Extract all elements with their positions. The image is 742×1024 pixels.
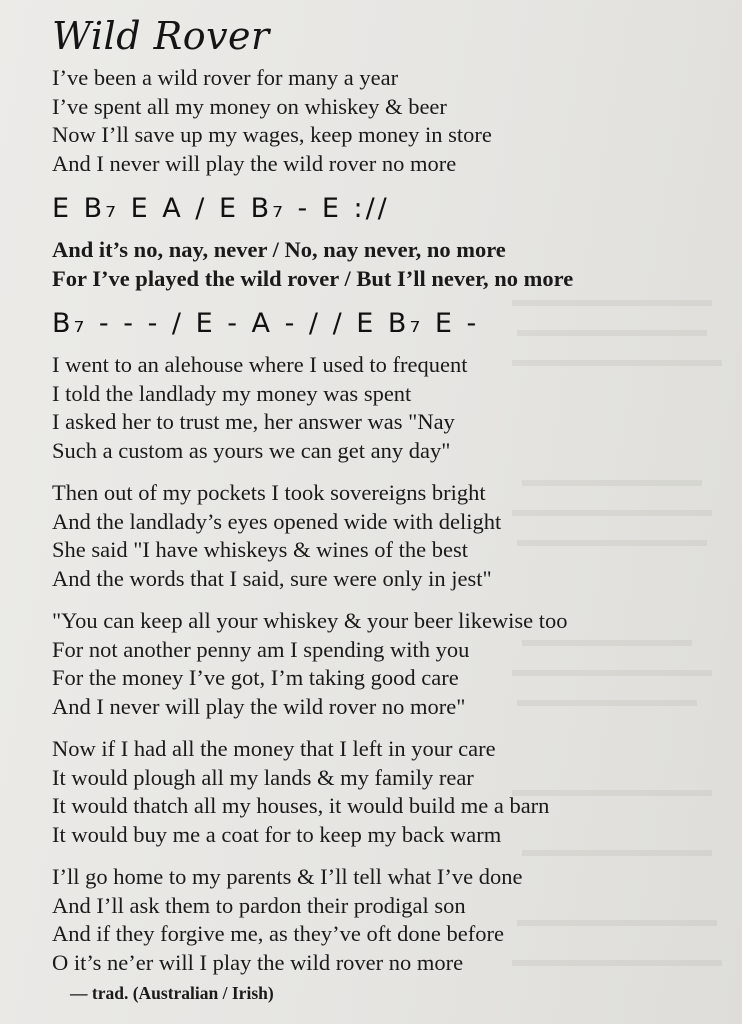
verse-line: I went to an alehouse where I used to frequent [52,352,468,377]
verse-2 [52,351,722,465]
verse-line: I’ve spent all my money on whiskey & beer [52,93,447,119]
verse-6 [52,863,722,977]
chorus-line: And it’s no, nay, never / No, nay never, no more [52,237,506,262]
chorus-line: For I’ve played the wild rover / But I’ll never, no more [52,265,574,291]
verse-line: For not another penny am I spending with you [52,636,470,662]
verse-4 [52,607,722,721]
verse-line: O it’s ne’er will I play the wild rover no more [52,949,464,975]
chorus-chords: B₇ - - - / E - A - / / E B₇ E - [52,308,480,339]
attribution: — trad. (Australian / Irish) [70,983,274,1003]
verse-line: And if they forgive me, as they’ve oft done before [52,921,504,946]
verse-line: Such a custom as yours we can get any day" [52,437,451,463]
verse-line: It would buy me a coat for to keep my back warm [52,821,502,847]
verse-1 [52,64,722,178]
verse-line: And I never will play the wild rover no more [52,150,457,176]
verse-line: And the landlady’s eyes opened wide with delight [52,508,502,534]
verse-line: I asked her to trust me, her answer was "Nay [52,409,455,434]
verse-line: And the words that I said, sure were only in jest" [52,565,492,591]
verse-3 [52,479,722,593]
verse-5 [52,735,722,849]
verse-line: I’ve been a wild rover for many a year [52,65,399,90]
verse-line: For the money I’ve got, I’m taking good care [52,665,459,690]
song-content [52,14,722,1004]
verse-line: Now if I had all the money that I left in your care [52,736,496,761]
verse-chords: E B₇ E A / E B₇ - E :// [52,193,390,224]
verse-line: Now I’ll save up my wages, keep money in store [52,122,492,147]
verse-line: It would plough all my lands & my family rear [52,764,474,790]
chorus [52,236,722,293]
verse-line: And I never will play the wild rover no more" [52,693,466,719]
verse-line: She said "I have whiskeys & wines of the best [52,537,468,562]
song-title: Wild Rover [52,14,270,58]
verse-line: It would thatch all my houses, it would build me a barn [52,793,550,818]
verse-line: And I’ll ask them to pardon their prodigal son [52,892,466,918]
verse-line: I told the landlady my money was spent [52,380,412,406]
verse-line: I’ll go home to my parents & I’ll tell what I’ve done [52,864,523,889]
verse-line: Then out of my pockets I took sovereigns bright [52,480,486,505]
verse-line: "You can keep all your whiskey & your beer likewise too [52,608,568,633]
